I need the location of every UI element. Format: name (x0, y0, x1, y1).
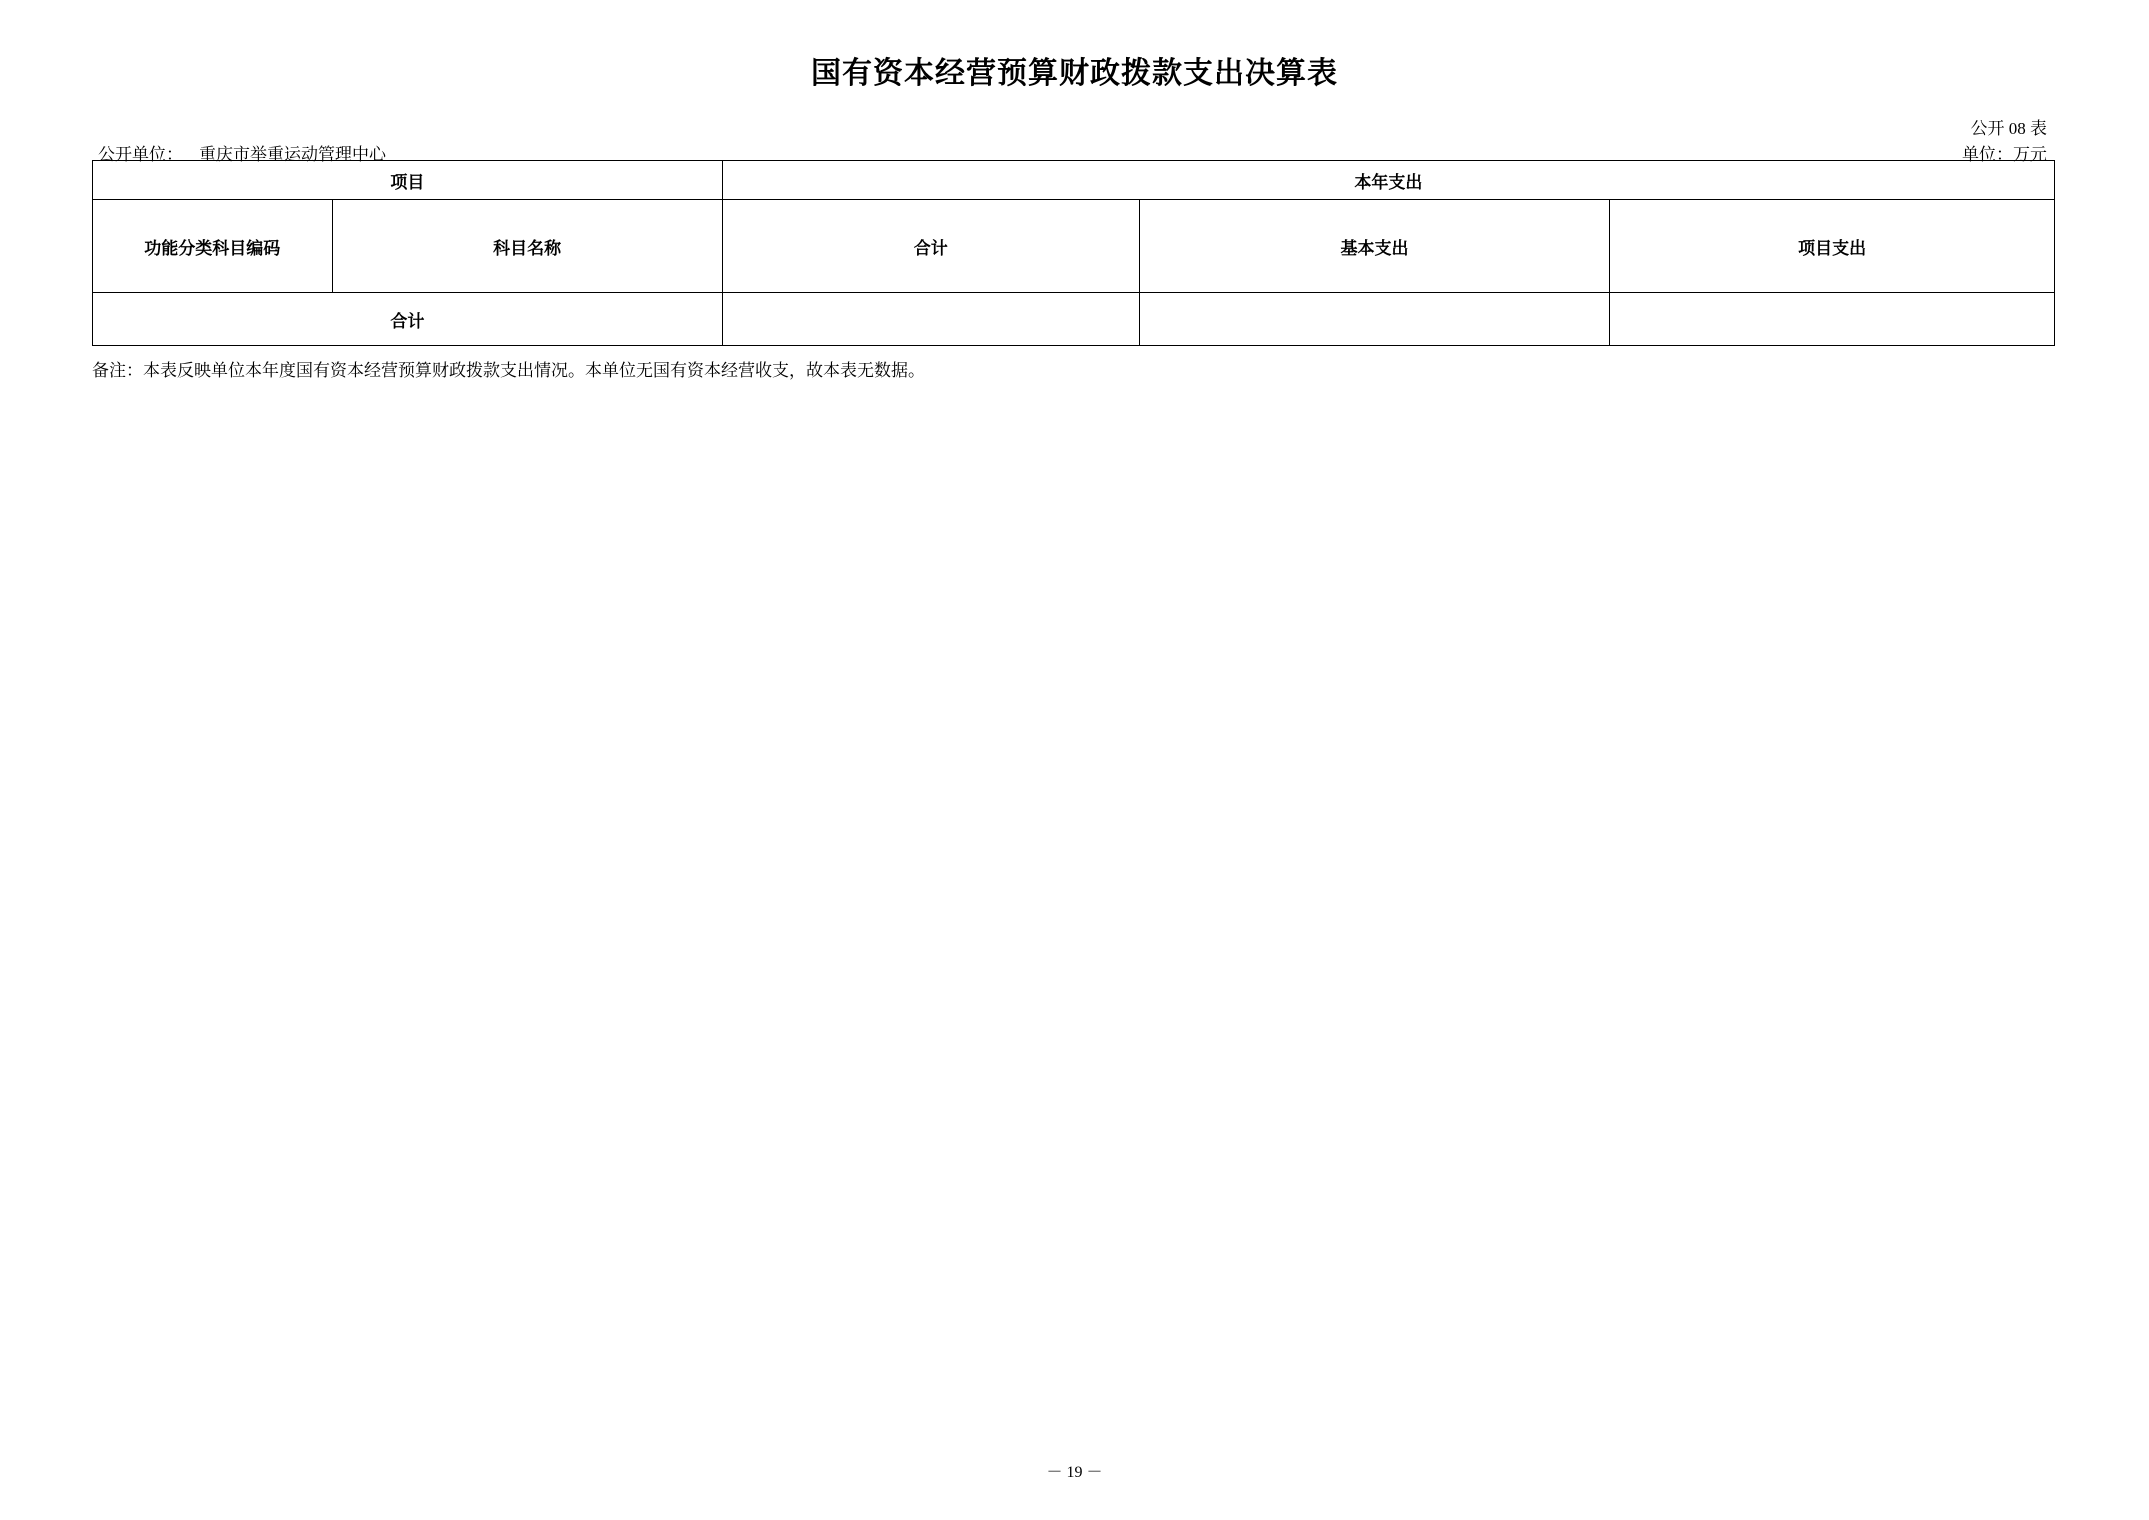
header-total: 合计 (722, 200, 1139, 293)
page-title: 国有资本经营预算财政拨款支出决算表 (811, 57, 1338, 90)
organization-label: 公开单位： (98, 145, 183, 164)
table-row (93, 293, 2055, 346)
header-group-current-year-expenditure: 本年支出 (722, 161, 2054, 200)
budget-table (92, 160, 2055, 346)
header-basic-expenditure: 基本支出 (1139, 200, 1609, 293)
unit-note: 单位：万元 (1962, 145, 2047, 164)
total-row-basic-value (1139, 293, 1609, 346)
table-note: 备注：本表反映单位本年度国有资本经营预算财政拨款支出情况。本单位无国有资本经营收支，故本表无数据。 (92, 361, 925, 380)
header-function-code: 功能分类科目编码 (93, 200, 333, 293)
page-number: － 19 － (1046, 1464, 1103, 1481)
total-row-label: 合计 (93, 293, 723, 346)
total-row-project-value (1610, 293, 2055, 346)
header-subject-name: 科目名称 (332, 200, 722, 293)
organization-value: 重庆市举重运动管理中心 (199, 145, 386, 164)
total-row-total-value (722, 293, 1139, 346)
sheet-number: 公开 08 表 (1970, 119, 2047, 138)
header-group-project: 项目 (93, 161, 723, 200)
table-header-sub-row (93, 200, 2055, 293)
header-project-expenditure: 项目支出 (1610, 200, 2055, 293)
organization-line (98, 140, 386, 165)
table-header-group-row (93, 161, 2055, 200)
document-meta (0, 114, 2149, 164)
